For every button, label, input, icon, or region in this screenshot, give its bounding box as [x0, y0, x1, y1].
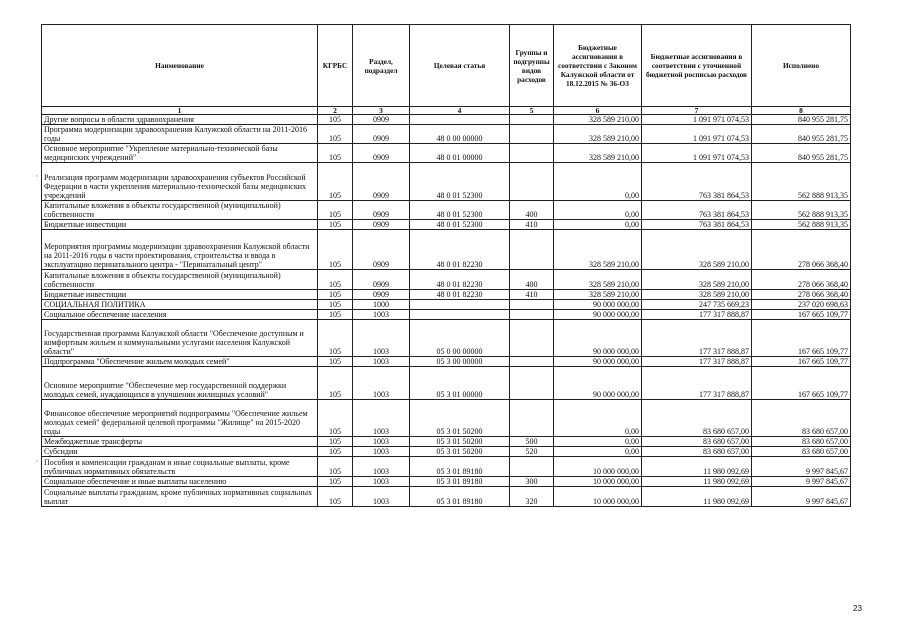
cell-section: 0909 — [353, 144, 410, 163]
cell-section: 1000 — [353, 300, 410, 310]
cell-executed: 167 665 109,77 — [752, 357, 851, 367]
cell-section: 1003 — [353, 310, 410, 320]
cell-group — [510, 457, 554, 477]
header-refined: Бюджетные ассигнования в соответствии с уточненной бюджетной росписью расходов — [642, 25, 752, 107]
cell-executed: 167 665 109,77 — [752, 367, 851, 400]
cell-target: 05 3 01 89180 — [410, 487, 510, 507]
budget-table-page — [41, 24, 850, 556]
cell-target: 05 3 01 00000 — [410, 367, 510, 400]
cell-kgrbs: 105 — [318, 320, 353, 357]
cell-target: 48 0 00 00000 — [410, 125, 510, 144]
header-section: Раздел, подраздел — [353, 25, 410, 107]
cell-executed: 840 955 281,75 — [752, 115, 851, 125]
cell-section: 0909 — [353, 290, 410, 300]
cell-kgrbs: 105 — [318, 125, 353, 144]
cell-section: 0909 — [353, 270, 410, 290]
cell-refined: 177 317 888,87 — [642, 310, 752, 320]
cell-executed: 562 888 913,35 — [752, 220, 851, 230]
budget-execution-table — [41, 24, 851, 507]
cell-kgrbs: 105 — [318, 310, 353, 320]
table-row — [42, 310, 851, 320]
cell-law: 10 000 000,00 — [554, 487, 642, 507]
cell-refined: 1 091 971 074,53 — [642, 144, 752, 163]
header-law: Бюджетные ассигнования в соответствии с Законом Калужской области от 18.12.2015 № 36-ОЗ — [554, 25, 642, 107]
cell-kgrbs: 105 — [318, 457, 353, 477]
cell-executed: 278 066 368,40 — [752, 230, 851, 270]
cell-group — [510, 320, 554, 357]
cell-target: 48 0 01 00000 — [410, 144, 510, 163]
cell-refined: 177 317 888,87 — [642, 357, 752, 367]
cell-group: 500 — [510, 437, 554, 447]
table-row — [42, 290, 851, 300]
cell-law: 10 000 000,00 — [554, 457, 642, 477]
cell-law: 0,00 — [554, 201, 642, 220]
cell-target — [410, 300, 510, 310]
cell-refined: 247 735 669,23 — [642, 300, 752, 310]
cell-law: 328 589 210,00 — [554, 125, 642, 144]
cell-kgrbs: 105 — [318, 477, 353, 487]
cell-target: 05 3 01 89180 — [410, 457, 510, 477]
cell-section: 0909 — [353, 125, 410, 144]
column-number: 7 — [642, 107, 752, 115]
table-row — [42, 201, 851, 220]
header-kgrbs: КГРБС — [318, 25, 353, 107]
cell-group — [510, 357, 554, 367]
scan-mark: ‹ — [36, 173, 38, 179]
cell-executed: 562 888 913,35 — [752, 201, 851, 220]
cell-kgrbs: 105 — [318, 300, 353, 310]
cell-target — [410, 115, 510, 125]
cell-group — [510, 367, 554, 400]
column-number: 2 — [318, 107, 353, 115]
cell-group: 400 — [510, 201, 554, 220]
table-row — [42, 320, 851, 357]
cell-name: Межбюджетные трансферты — [42, 437, 318, 447]
cell-name: Капитальные вложения в объекты государственной (муниципальной) собственности — [42, 201, 318, 220]
cell-law: 0,00 — [554, 437, 642, 447]
cell-section: 0909 — [353, 201, 410, 220]
cell-refined: 11 980 092,69 — [642, 477, 752, 487]
cell-refined: 83 680 657,00 — [642, 447, 752, 457]
cell-group — [510, 300, 554, 310]
cell-name: Финансовое обеспечение мероприятий подпрограммы "Обеспечение жильем молодых семей" федеральной целевой программы "Жилище" на 2015-2020 годы — [42, 400, 318, 437]
column-number: 4 — [410, 107, 510, 115]
cell-target: 05 3 01 50200 — [410, 400, 510, 437]
cell-target: 48 0 01 82230 — [410, 290, 510, 300]
cell-name: Социальное обеспечение и иные выплаты населению — [42, 477, 318, 487]
cell-refined: 1 091 971 074,53 — [642, 115, 752, 125]
table-row — [42, 300, 851, 310]
cell-name: Подпрограмма "Обеспечение жильем молодых семей" — [42, 357, 318, 367]
cell-section: 0909 — [353, 230, 410, 270]
cell-kgrbs: 105 — [318, 367, 353, 400]
cell-kgrbs: 105 — [318, 487, 353, 507]
cell-name: Другие вопросы в области здравоохранения — [42, 115, 318, 125]
cell-kgrbs: 105 — [318, 270, 353, 290]
cell-name: Социальные выплаты гражданам, кроме публичных нормативных социальных выплат — [42, 487, 318, 507]
cell-target: 48 0 01 82230 — [410, 230, 510, 270]
cell-section: 1003 — [353, 487, 410, 507]
column-number: 6 — [554, 107, 642, 115]
cell-law: 328 589 210,00 — [554, 144, 642, 163]
cell-law: 90 000 000,00 — [554, 357, 642, 367]
cell-law: 0,00 — [554, 400, 642, 437]
table-row — [42, 447, 851, 457]
table-row — [42, 220, 851, 230]
cell-section: 1003 — [353, 457, 410, 477]
cell-name: Бюджетные инвестиции — [42, 290, 318, 300]
cell-group: 410 — [510, 220, 554, 230]
cell-refined: 763 381 864,53 — [642, 220, 752, 230]
cell-section: 1003 — [353, 447, 410, 457]
cell-section: 1003 — [353, 320, 410, 357]
cell-refined: 83 680 657,00 — [642, 400, 752, 437]
cell-group: 410 — [510, 290, 554, 300]
table-header-row — [42, 25, 851, 107]
column-number: 5 — [510, 107, 554, 115]
cell-target: 05 3 01 89180 — [410, 477, 510, 487]
cell-law: 328 589 210,00 — [554, 270, 642, 290]
cell-name: Реализация программ модернизации здравоохранения субъектов Российской Федерации в части укрепления материально-технической базы медицинских учреждений — [42, 163, 318, 201]
cell-refined: 763 381 864,53 — [642, 201, 752, 220]
cell-refined: 328 589 210,00 — [642, 230, 752, 270]
cell-name: Мероприятия программы модернизации здравоохранения Калужской области на 2011-2016 годы в части проектирования, строительства и ввода в эксплуатацию перинатального центра - "Перинатальный центр" — [42, 230, 318, 270]
cell-target: 48 0 01 52300 — [410, 220, 510, 230]
cell-kgrbs: 105 — [318, 230, 353, 270]
cell-target: 48 0 01 52300 — [410, 201, 510, 220]
cell-section: 0909 — [353, 115, 410, 125]
cell-target: 05 0 00 00000 — [410, 320, 510, 357]
cell-name: Капитальные вложения в объекты государственной (муниципальной) собственности — [42, 270, 318, 290]
table-row — [42, 230, 851, 270]
cell-executed: 278 066 368,40 — [752, 270, 851, 290]
table-row — [42, 400, 851, 437]
cell-kgrbs: 105 — [318, 163, 353, 201]
table-row — [42, 125, 851, 144]
cell-section: 1003 — [353, 367, 410, 400]
column-number: 1 — [42, 107, 318, 115]
cell-name: СОЦИАЛЬНАЯ ПОЛИТИКА — [42, 300, 318, 310]
cell-group: 520 — [510, 447, 554, 457]
cell-law: 0,00 — [554, 447, 642, 457]
table-row — [42, 144, 851, 163]
cell-executed: 840 955 281,75 — [752, 125, 851, 144]
cell-law: 90 000 000,00 — [554, 320, 642, 357]
cell-executed: 9 997 845,67 — [752, 477, 851, 487]
cell-kgrbs: 105 — [318, 437, 353, 447]
cell-name: Пособия и компенсации гражданам и иные социальные выплаты, кроме публичных нормативных обязательств — [42, 457, 318, 477]
cell-law: 328 589 210,00 — [554, 230, 642, 270]
cell-refined: 328 589 210,00 — [642, 290, 752, 300]
cell-group: 300 — [510, 477, 554, 487]
cell-executed: 237 020 698,63 — [752, 300, 851, 310]
cell-law: 0,00 — [554, 163, 642, 201]
cell-law: 90 000 000,00 — [554, 310, 642, 320]
cell-group: 320 — [510, 487, 554, 507]
cell-kgrbs: 105 — [318, 290, 353, 300]
cell-law: 328 589 210,00 — [554, 115, 642, 125]
cell-law: 10 000 000,00 — [554, 477, 642, 487]
table-row — [42, 487, 851, 507]
header-executed: Исполнено — [752, 25, 851, 107]
cell-executed: 167 665 109,77 — [752, 320, 851, 357]
cell-group — [510, 400, 554, 437]
table-row — [42, 163, 851, 201]
header-target: Целевая статья — [410, 25, 510, 107]
cell-refined: 1 091 971 074,53 — [642, 125, 752, 144]
cell-executed: 83 680 657,00 — [752, 447, 851, 457]
cell-name: Социальное обеспечение населения — [42, 310, 318, 320]
cell-kgrbs: 105 — [318, 220, 353, 230]
cell-refined: 177 317 888,87 — [642, 367, 752, 400]
cell-target: 48 0 01 52300 — [410, 163, 510, 201]
cell-section: 1003 — [353, 400, 410, 437]
cell-law: 90 000 000,00 — [554, 300, 642, 310]
column-number: 3 — [353, 107, 410, 115]
table-row — [42, 367, 851, 400]
cell-name: Основное мероприятие "Обеспечение мер государственной поддержки молодых семей, нуждающихся в улучшении жилищных условий" — [42, 367, 318, 400]
cell-executed: 83 680 657,00 — [752, 437, 851, 447]
cell-refined: 83 680 657,00 — [642, 437, 752, 447]
cell-refined: 177 317 888,87 — [642, 320, 752, 357]
cell-section: 1003 — [353, 477, 410, 487]
cell-target — [410, 310, 510, 320]
cell-target: 48 0 01 82230 — [410, 270, 510, 290]
cell-name: Субсидии — [42, 447, 318, 457]
cell-name: Государственная программа Калужской области "Обеспечение доступным и комфортным жильем и коммунальными услугами населения Калужской области" — [42, 320, 318, 357]
cell-kgrbs: 105 — [318, 201, 353, 220]
cell-section: 1003 — [353, 357, 410, 367]
cell-executed: 9 997 845,67 — [752, 487, 851, 507]
header-name: Наименование — [42, 25, 318, 107]
table-row — [42, 437, 851, 447]
cell-group — [510, 115, 554, 125]
cell-target: 05 3 01 50200 — [410, 437, 510, 447]
cell-kgrbs: 105 — [318, 447, 353, 457]
cell-name: Программа модернизации здравоохранения Калужской области на 2011-2016 годы — [42, 125, 318, 144]
cell-name: Основное мероприятие "Укрепление материально-технической базы медицинских учреждений" — [42, 144, 318, 163]
cell-name: Бюджетные инвестиции — [42, 220, 318, 230]
cell-executed: 562 888 913,35 — [752, 163, 851, 201]
cell-executed: 167 665 109,77 — [752, 310, 851, 320]
scan-mark: ‹ — [36, 458, 38, 464]
cell-section: 0909 — [353, 163, 410, 201]
table-row — [42, 357, 851, 367]
cell-refined: 11 980 092,69 — [642, 487, 752, 507]
cell-kgrbs: 105 — [318, 115, 353, 125]
cell-executed: 840 955 281,75 — [752, 144, 851, 163]
cell-group — [510, 125, 554, 144]
page-number: 23 — [853, 604, 862, 613]
cell-group — [510, 230, 554, 270]
cell-kgrbs: 105 — [318, 357, 353, 367]
table-row — [42, 457, 851, 477]
header-groups: Группы и подгруппы видов расходов — [510, 25, 554, 107]
table-row — [42, 115, 851, 125]
cell-group: 400 — [510, 270, 554, 290]
cell-group — [510, 310, 554, 320]
table-row — [42, 270, 851, 290]
cell-executed: 9 997 845,67 — [752, 457, 851, 477]
cell-law: 328 589 210,00 — [554, 290, 642, 300]
cell-refined: 11 980 092,69 — [642, 457, 752, 477]
cell-group — [510, 144, 554, 163]
column-number-row — [42, 107, 851, 115]
table-row — [42, 477, 851, 487]
cell-kgrbs: 105 — [318, 400, 353, 437]
cell-target: 05 3 01 50200 — [410, 447, 510, 457]
cell-group — [510, 163, 554, 201]
cell-law: 0,00 — [554, 220, 642, 230]
column-number: 8 — [752, 107, 851, 115]
cell-target: 05 3 00 00000 — [410, 357, 510, 367]
cell-section: 1003 — [353, 437, 410, 447]
cell-section: 0909 — [353, 220, 410, 230]
cell-kgrbs: 105 — [318, 144, 353, 163]
cell-executed: 83 680 657,00 — [752, 400, 851, 437]
cell-refined: 328 589 210,00 — [642, 270, 752, 290]
cell-executed: 278 066 368,40 — [752, 290, 851, 300]
cell-refined: 763 381 864,53 — [642, 163, 752, 201]
cell-law: 90 000 000,00 — [554, 367, 642, 400]
